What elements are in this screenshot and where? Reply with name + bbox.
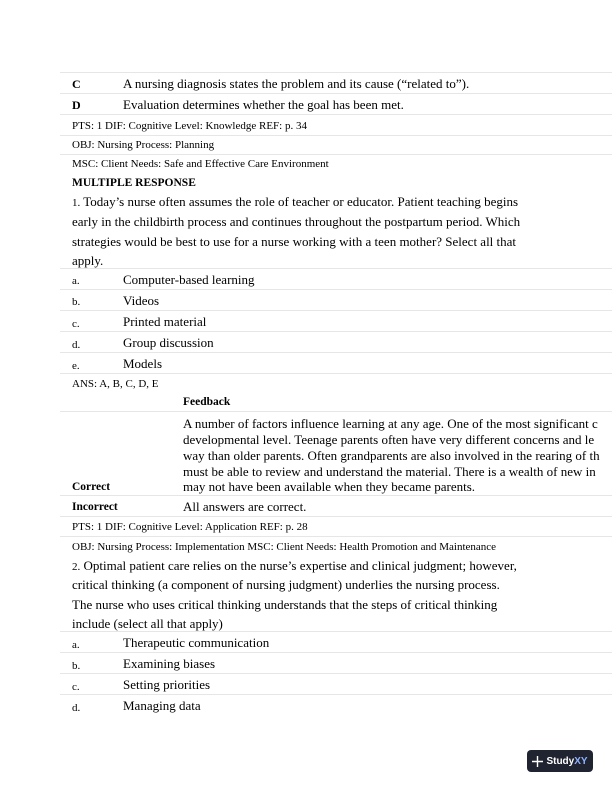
option-text: Models bbox=[123, 356, 162, 371]
question-number: 1. bbox=[72, 197, 81, 209]
divider bbox=[60, 352, 612, 353]
feedback-line: A number of factors influence learning at any age. One of the most significant c bbox=[183, 416, 598, 431]
question-stem-line: include (select all that apply) bbox=[72, 616, 223, 631]
msc-line: MSC: Client Needs: Safe and Effective Care Environment bbox=[72, 158, 329, 170]
divider bbox=[60, 72, 612, 73]
question-stem-line: early in the childbirth process and continues throughout the postpartum period. Which bbox=[72, 214, 521, 229]
divider bbox=[60, 331, 612, 332]
feedback-line: developmental level. Teenage parents often have very different concerns and le bbox=[183, 432, 595, 447]
question-stem-line: The nurse who uses critical thinking understands that the steps of critical thinking bbox=[72, 597, 498, 612]
divider bbox=[60, 268, 612, 269]
brand-name: StudyXY bbox=[546, 755, 588, 767]
incorrect-label: Incorrect bbox=[72, 501, 118, 513]
obj-line: OBJ: Nursing Process: Implementation MSC: Client Needs: Health Promotion and Maintenance bbox=[72, 541, 497, 553]
feedback-line: way than older parents. Often grandparents are also involved in the rearing of th bbox=[183, 448, 600, 463]
divider bbox=[60, 631, 612, 632]
feedback-line: may not have been available when they became parents. bbox=[183, 479, 476, 494]
divider bbox=[60, 411, 612, 412]
option-text: A nursing diagnosis states the problem and its cause (“related to”). bbox=[123, 76, 470, 91]
divider bbox=[60, 536, 612, 537]
section-heading: MULTIPLE RESPONSE bbox=[72, 177, 196, 189]
correct-label: Correct bbox=[72, 481, 111, 493]
pts-line: PTS: 1 DIF: Cognitive Level: Knowledge REF: p. 34 bbox=[72, 120, 307, 132]
divider bbox=[60, 373, 612, 374]
question-stem-line: 1. Today’s nurse often assumes the role of teacher or educator. Patient teaching begins bbox=[72, 194, 519, 209]
option-text: Managing data bbox=[123, 698, 201, 713]
studyxy-logo-button[interactable] bbox=[527, 750, 593, 772]
option-letter: C bbox=[72, 77, 81, 91]
plus-icon bbox=[532, 756, 543, 767]
option-letter: d. bbox=[72, 702, 81, 714]
option-text: Group discussion bbox=[123, 335, 214, 350]
option-text: Evaluation determines whether the goal has been met. bbox=[123, 97, 404, 112]
divider bbox=[60, 495, 612, 496]
option-text: Computer-based learning bbox=[123, 272, 255, 287]
question-stem-line: strategies would be best to use for a nurse working with a teen mother? Select all that bbox=[72, 234, 517, 249]
option-letter: D bbox=[72, 98, 81, 112]
feedback-line: All answers are correct. bbox=[183, 499, 307, 514]
divider bbox=[60, 694, 612, 695]
option-letter: e. bbox=[72, 360, 80, 372]
option-letter: b. bbox=[72, 660, 81, 672]
option-letter: a. bbox=[72, 275, 80, 287]
divider bbox=[60, 310, 612, 311]
divider bbox=[60, 673, 612, 674]
divider bbox=[60, 93, 612, 94]
divider bbox=[60, 289, 612, 290]
feedback-line: must be able to review and understand the material. There is a wealth of new in bbox=[183, 464, 596, 479]
answer-key: ANS: A, B, C, D, E bbox=[72, 378, 159, 390]
question-stem-line: 2. Optimal patient care relies on the nurse’s expertise and clinical judgment; however, bbox=[72, 558, 517, 573]
question-stem-line: critical thinking (a component of nursing judgment) underlies the nursing process. bbox=[72, 577, 500, 592]
divider bbox=[60, 652, 612, 653]
option-text: Printed material bbox=[123, 314, 207, 329]
divider bbox=[60, 114, 612, 115]
question-number: 2. bbox=[72, 561, 81, 573]
option-text: Videos bbox=[123, 293, 160, 308]
option-letter: a. bbox=[72, 639, 80, 651]
divider bbox=[60, 135, 612, 136]
option-text: Examining biases bbox=[123, 656, 216, 671]
option-letter: c. bbox=[72, 318, 80, 330]
option-letter: b. bbox=[72, 296, 81, 308]
obj-line: OBJ: Nursing Process: Planning bbox=[72, 139, 215, 151]
pts-line: PTS: 1 DIF: Cognitive Level: Application REF: p. 28 bbox=[72, 521, 308, 533]
option-letter: d. bbox=[72, 339, 81, 351]
option-letter: c. bbox=[72, 681, 80, 693]
feedback-heading: Feedback bbox=[183, 396, 231, 408]
divider bbox=[60, 516, 612, 517]
option-text: Setting priorities bbox=[123, 677, 211, 692]
option-text: Therapeutic communication bbox=[123, 635, 270, 650]
divider bbox=[60, 154, 612, 155]
question-stem-line: apply. bbox=[72, 253, 104, 268]
